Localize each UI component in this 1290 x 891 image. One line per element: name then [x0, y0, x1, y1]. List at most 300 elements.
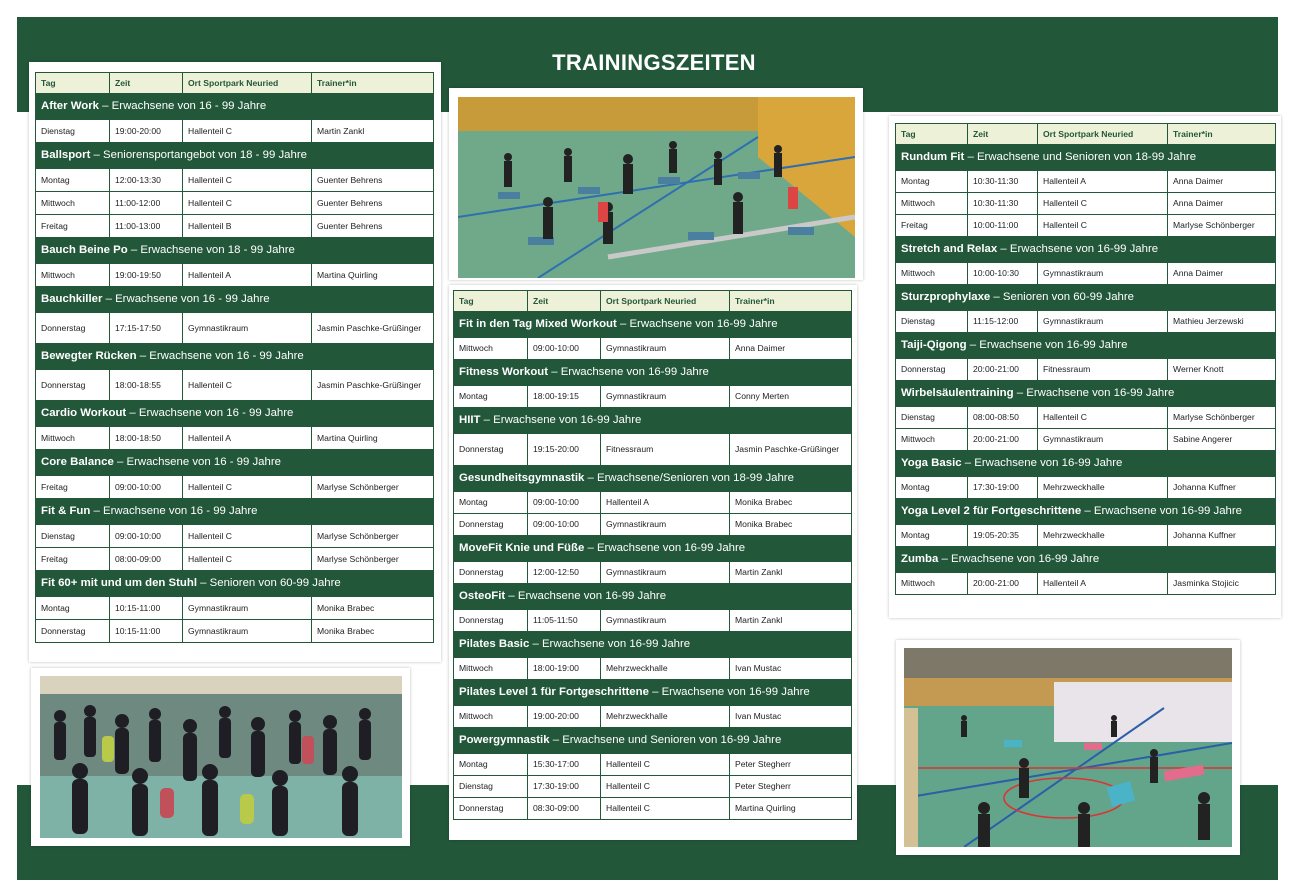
table-row	[36, 370, 434, 401]
cell-tag: Donnerstag	[36, 313, 110, 344]
course-audience: – Senioren von 60-99 Jahre	[197, 577, 341, 590]
cell-ort: Hallenteil A	[601, 492, 730, 514]
cell-tag: Donnerstag	[454, 434, 528, 466]
cell-trainer: Martin Zankl	[730, 610, 852, 632]
cell-ort: Mehrzweckhalle	[1038, 477, 1168, 499]
cell-ort: Hallenteil A	[183, 264, 312, 287]
cell-tag: Dienstag	[896, 407, 968, 429]
course-section-taiji-qigong	[896, 333, 1276, 359]
column-header-zeit: Zeit	[968, 124, 1038, 145]
course-name: Gesundheitsgymnastik	[459, 472, 585, 485]
cell-trainer: Conny Merten	[730, 386, 852, 408]
cell-ort: Hallenteil C	[183, 525, 312, 548]
schedule-table-left	[35, 72, 434, 643]
cell-zeit: 09:00-10:00	[110, 525, 183, 548]
cell-tag: Montag	[36, 597, 110, 620]
cell-trainer: Monika Brabec	[312, 597, 434, 620]
cell-zeit: 10:00-10:30	[968, 263, 1038, 285]
course-audience: – Erwachsene von 16-99 Jahre	[584, 542, 746, 555]
cell-tag: Donnerstag	[454, 610, 528, 632]
course-title	[896, 547, 1276, 573]
cell-trainer: Peter Stegherr	[730, 776, 852, 798]
cell-zeit: 09:00-10:00	[528, 492, 601, 514]
course-name: Cardio Workout	[41, 407, 127, 420]
course-name: Fit & Fun	[41, 505, 91, 518]
course-name: OsteoFit	[459, 590, 506, 603]
cell-zeit: 09:00-10:00	[110, 476, 183, 499]
course-name: Taiji-Qigong	[901, 339, 967, 352]
course-section-core-balance	[36, 450, 434, 476]
course-audience: – Erwachsene von 16-99 Jahre	[616, 318, 778, 331]
cell-trainer: Guenter Behrens	[312, 192, 434, 215]
course-audience: – Erwachsene von 16 - 99 Jahre	[102, 293, 270, 306]
table-row	[454, 386, 852, 408]
course-name: HIIT	[459, 414, 481, 427]
table-row	[36, 192, 434, 215]
table-row	[454, 798, 852, 820]
cell-trainer: Martina Quirling	[730, 798, 852, 820]
cell-trainer: Peter Stegherr	[730, 754, 852, 776]
page-title: TRAININGSZEITEN	[552, 50, 756, 75]
course-audience: – Senioren von 60-99 Jahre	[990, 291, 1134, 304]
course-section-sturzprophylaxe	[896, 285, 1276, 311]
course-title	[896, 451, 1276, 477]
cell-zeit: 19:00-20:00	[110, 120, 183, 143]
cell-ort: Hallenteil C	[601, 754, 730, 776]
course-name: Fit 60+ mit und um den Stuhl	[41, 577, 197, 590]
table-row	[896, 525, 1276, 547]
course-name: After Work	[41, 100, 100, 113]
course-section-wirbels-ulentraining	[896, 381, 1276, 407]
table-row	[36, 597, 434, 620]
cell-trainer: Marlyse Schönberger	[1168, 215, 1276, 237]
cell-zeit: 10:15-11:00	[110, 620, 183, 643]
column-header-trainer: Trainer*in	[312, 73, 434, 94]
cell-trainer: Mathieu Jerzewski	[1168, 311, 1276, 333]
table-row	[36, 476, 434, 499]
course-title	[36, 143, 434, 169]
course-audience: – Erwachsene von 16-99 Jahre	[961, 457, 1123, 470]
course-section-bauchkiller	[36, 287, 434, 313]
cell-zeit: 10:30-11:30	[968, 193, 1038, 215]
course-audience: – Erwachsene von 16 - 99 Jahre	[113, 456, 281, 469]
cell-ort: Hallenteil C	[601, 776, 730, 798]
column-header-ort: Ort Sportpark Neuried	[1038, 124, 1168, 145]
course-section-osteofit	[454, 584, 852, 610]
cell-ort: Mehrzweckhalle	[601, 706, 730, 728]
course-title	[36, 401, 434, 427]
cell-zeit: 20:00-21:00	[968, 359, 1038, 381]
cell-ort: Fitnessraum	[1038, 359, 1168, 381]
cell-zeit: 08:00-09:00	[110, 548, 183, 571]
cell-zeit: 09:00-10:00	[528, 514, 601, 536]
course-audience: – Erwachsene und Senioren von 16-99 Jahre	[549, 734, 782, 747]
cell-zeit: 08:30-09:00	[528, 798, 601, 820]
cell-trainer: Jasminka Stojicic	[1168, 573, 1276, 595]
course-audience: – Erwachsene von 16 - 99 Jahre	[136, 350, 304, 363]
course-title	[454, 360, 852, 386]
table-row	[896, 263, 1276, 285]
course-title	[454, 680, 852, 706]
cell-ort: Gymnastikraum	[601, 610, 730, 632]
gym-hall-photo	[458, 97, 855, 278]
schedule-table-middle	[453, 290, 852, 820]
cell-zeit: 10:00-11:00	[968, 215, 1038, 237]
table-row	[896, 311, 1276, 333]
cell-ort: Gymnastikraum	[601, 386, 730, 408]
cell-zeit: 11:15-12:00	[968, 311, 1038, 333]
course-name: Ballsport	[41, 149, 91, 162]
cell-ort: Hallenteil C	[183, 192, 312, 215]
cell-zeit: 15:30-17:00	[528, 754, 601, 776]
table-row	[896, 193, 1276, 215]
table-row	[454, 754, 852, 776]
cell-zeit: 12:00-13:30	[110, 169, 183, 192]
cell-trainer: Johanna Kuffner	[1168, 477, 1276, 499]
column-header-zeit: Zeit	[110, 73, 183, 94]
cell-tag: Donnerstag	[454, 514, 528, 536]
cell-tag: Mittwoch	[896, 263, 968, 285]
cell-zeit: 17:30-19:00	[968, 477, 1038, 499]
cell-zeit: 20:00-21:00	[968, 573, 1038, 595]
table-row	[896, 477, 1276, 499]
course-section-yoga-basic	[896, 451, 1276, 477]
sports-hall-photo	[904, 648, 1232, 847]
cell-tag: Montag	[454, 386, 528, 408]
course-audience: – Erwachsene von 16-99 Jahre	[648, 686, 810, 699]
course-name: Fitness Workout	[459, 366, 549, 379]
table-row	[896, 407, 1276, 429]
cell-trainer: Marlyse Schönberger	[312, 525, 434, 548]
cell-trainer: Johanna Kuffner	[1168, 525, 1276, 547]
table-row	[454, 610, 852, 632]
table-row	[896, 429, 1276, 451]
cell-trainer: Ivan Mustac	[730, 706, 852, 728]
cell-zeit: 19:05-20:35	[968, 525, 1038, 547]
course-section-fit-in-den-tag-mixed-workout	[454, 312, 852, 338]
course-section-ballsport	[36, 143, 434, 169]
course-audience: – Erwachsene von 16-99 Jahre	[997, 243, 1159, 256]
cell-zeit: 19:00-20:00	[528, 706, 601, 728]
course-title	[36, 450, 434, 476]
course-title	[36, 344, 434, 370]
cell-zeit: 12:00-12:50	[528, 562, 601, 584]
cell-zeit: 11:05-11:50	[528, 610, 601, 632]
course-section-after-work	[36, 94, 434, 120]
course-section-powergymnastik	[454, 728, 852, 754]
table-row	[36, 548, 434, 571]
course-name: Fit in den Tag Mixed Workout	[459, 318, 617, 331]
cell-tag: Mittwoch	[454, 706, 528, 728]
table-row	[454, 514, 852, 536]
course-audience: – Erwachsene von 16-99 Jahre	[966, 339, 1128, 352]
cell-ort: Gymnastikraum	[183, 597, 312, 620]
cell-trainer: Martin Zankl	[312, 120, 434, 143]
course-title	[454, 408, 852, 434]
course-title	[454, 728, 852, 754]
cell-tag: Montag	[896, 171, 968, 193]
course-name: Wirbelsäulentraining	[901, 387, 1014, 400]
cell-trainer: Anna Daimer	[1168, 171, 1276, 193]
course-name: Pilates Level 1 für Fortgeschrittene	[459, 686, 649, 699]
cell-zeit: 18:00-19:00	[528, 658, 601, 680]
cell-tag: Mittwoch	[454, 658, 528, 680]
cell-trainer: Guenter Behrens	[312, 215, 434, 238]
column-header-trainer: Trainer*in	[1168, 124, 1276, 145]
table-row	[896, 171, 1276, 193]
course-section-stretch-and-relax	[896, 237, 1276, 263]
cell-trainer: Sabine Angerer	[1168, 429, 1276, 451]
cell-trainer: Werner Knott	[1168, 359, 1276, 381]
course-name: Stretch and Relax	[901, 243, 998, 256]
cell-ort: Hallenteil C	[183, 169, 312, 192]
cell-tag: Donnerstag	[36, 370, 110, 401]
cell-zeit: 18:00-18:50	[110, 427, 183, 450]
table-row	[896, 215, 1276, 237]
column-header-zeit: Zeit	[528, 291, 601, 312]
cell-trainer: Guenter Behrens	[312, 169, 434, 192]
course-section-bewegter-r-cken	[36, 344, 434, 370]
course-title	[896, 499, 1276, 525]
course-audience: – Erwachsene von 16-99 Jahre	[529, 638, 691, 651]
cell-trainer: Jasmin Paschke-Grüßinger	[312, 313, 434, 344]
cell-zeit: 17:30-19:00	[528, 776, 601, 798]
cell-tag: Dienstag	[896, 311, 968, 333]
course-audience: – Erwachsene/Senioren von 18-99 Jahre	[584, 472, 794, 485]
course-name: Rundum Fit	[901, 151, 965, 164]
cell-zeit: 20:00-21:00	[968, 429, 1038, 451]
course-name: Zumba	[901, 553, 939, 566]
course-title	[36, 571, 434, 597]
cell-ort: Gymnastikraum	[1038, 429, 1168, 451]
cell-ort: Gymnastikraum	[601, 562, 730, 584]
course-audience: – Erwachsene von 16-99 Jahre	[938, 553, 1100, 566]
cell-tag: Montag	[454, 492, 528, 514]
cell-tag: Mittwoch	[36, 192, 110, 215]
cell-trainer: Marlyse Schönberger	[312, 476, 434, 499]
cell-tag: Mittwoch	[36, 264, 110, 287]
column-header-tag: Tag	[454, 291, 528, 312]
cell-ort: Gymnastikraum	[1038, 311, 1168, 333]
course-audience: – Erwachsene von 16 - 99 Jahre	[126, 407, 294, 420]
course-audience: – Erwachsene von 16-99 Jahre	[505, 590, 667, 603]
course-audience: – Erwachsene von 16-99 Jahre	[1013, 387, 1175, 400]
cell-zeit: 10:15-11:00	[110, 597, 183, 620]
course-title	[454, 632, 852, 658]
cell-ort: Mehrzweckhalle	[601, 658, 730, 680]
course-section-movefit-knie-und-f-e	[454, 536, 852, 562]
cell-trainer: Martina Quirling	[312, 264, 434, 287]
cell-zeit: 19:15-20:00	[528, 434, 601, 466]
cell-ort: Gymnastikraum	[601, 514, 730, 536]
cell-ort: Hallenteil C	[183, 370, 312, 401]
table-row	[896, 359, 1276, 381]
cell-trainer: Monika Brabec	[312, 620, 434, 643]
table-row	[454, 776, 852, 798]
cell-zeit: 19:00-19:50	[110, 264, 183, 287]
course-title	[454, 536, 852, 562]
cell-tag: Mittwoch	[36, 427, 110, 450]
course-name: Bauchkiller	[41, 293, 103, 306]
cell-trainer: Jasmin Paschke-Grüßinger	[312, 370, 434, 401]
cell-trainer: Monika Brabec	[730, 492, 852, 514]
course-audience: – Erwachsene von 16 - 99 Jahre	[90, 505, 258, 518]
cell-ort: Hallenteil B	[183, 215, 312, 238]
table-header-row	[454, 291, 852, 312]
cell-ort: Hallenteil C	[1038, 407, 1168, 429]
cell-tag: Donnerstag	[896, 359, 968, 381]
course-section-cardio-workout	[36, 401, 434, 427]
cell-ort: Hallenteil A	[183, 427, 312, 450]
zumba-class-photo	[40, 676, 402, 838]
cell-zeit: 17:15-17:50	[110, 313, 183, 344]
cell-tag: Mittwoch	[896, 193, 968, 215]
table-row	[36, 120, 434, 143]
cell-zeit: 18:00-19:15	[528, 386, 601, 408]
course-section-gesundheitsgymnastik	[454, 466, 852, 492]
course-section-fitness-workout	[454, 360, 852, 386]
cell-tag: Mittwoch	[896, 573, 968, 595]
cell-tag: Donnerstag	[454, 798, 528, 820]
cell-ort: Fitnessraum	[601, 434, 730, 466]
table-row	[454, 492, 852, 514]
cell-ort: Hallenteil C	[1038, 193, 1168, 215]
course-name: Core Balance	[41, 456, 114, 469]
table-row	[36, 620, 434, 643]
cell-tag: Freitag	[36, 476, 110, 499]
course-audience: – Seniorensportangebot von 18 - 99 Jahre	[90, 149, 307, 162]
schedule-table-right	[895, 123, 1276, 595]
table-row	[454, 706, 852, 728]
cell-trainer: Martina Quirling	[312, 427, 434, 450]
course-section-hiit	[454, 408, 852, 434]
cell-tag: Montag	[454, 754, 528, 776]
cell-tag: Donnerstag	[36, 620, 110, 643]
table-row	[454, 658, 852, 680]
course-title	[454, 584, 852, 610]
cell-zeit: 10:30-11:30	[968, 171, 1038, 193]
cell-trainer: Martin Zankl	[730, 562, 852, 584]
cell-trainer: Anna Daimer	[1168, 193, 1276, 215]
cell-tag: Montag	[896, 477, 968, 499]
course-section-yoga-level-2-f-r-fortgeschrittene	[896, 499, 1276, 525]
cell-ort: Hallenteil A	[1038, 573, 1168, 595]
course-name: Sturzprophylaxe	[901, 291, 991, 304]
cell-ort: Hallenteil C	[183, 476, 312, 499]
table-row	[36, 215, 434, 238]
cell-zeit: 11:00-12:00	[110, 192, 183, 215]
cell-tag: Freitag	[36, 215, 110, 238]
cell-trainer: Anna Daimer	[730, 338, 852, 360]
table-header-row	[36, 73, 434, 94]
column-header-ort: Ort Sportpark Neuried	[183, 73, 312, 94]
course-title	[36, 499, 434, 525]
column-header-ort: Ort Sportpark Neuried	[601, 291, 730, 312]
column-header-tag: Tag	[36, 73, 110, 94]
cell-trainer: Jasmin Paschke-Grüßinger	[730, 434, 852, 466]
course-title	[36, 287, 434, 313]
course-section-fit-60-mit-und-um-den-stuhl	[36, 571, 434, 597]
course-title	[896, 237, 1276, 263]
table-row	[454, 434, 852, 466]
cell-ort: Gymnastikraum	[183, 313, 312, 344]
cell-tag: Freitag	[896, 215, 968, 237]
cell-ort: Hallenteil C	[183, 120, 312, 143]
course-name: Yoga Level 2 für Fortgeschrittene	[901, 505, 1082, 518]
course-title	[36, 94, 434, 120]
course-name: Bauch Beine Po	[41, 244, 128, 257]
course-section-pilates-level-1-f-r-fortgeschrittene	[454, 680, 852, 706]
cell-trainer: Ivan Mustac	[730, 658, 852, 680]
course-audience: – Erwachsene von 16 - 99 Jahre	[99, 100, 267, 113]
cell-tag: Dienstag	[454, 776, 528, 798]
table-row	[36, 427, 434, 450]
cell-ort: Hallenteil A	[1038, 171, 1168, 193]
course-audience: – Erwachsene von 16-99 Jahre	[480, 414, 642, 427]
course-audience: – Erwachsene und Senioren von 18-99 Jahre	[964, 151, 1197, 164]
cell-tag: Donnerstag	[454, 562, 528, 584]
cell-tag: Dienstag	[36, 525, 110, 548]
course-title	[454, 466, 852, 492]
cell-zeit: 09:00-10:00	[528, 338, 601, 360]
course-section-fit-fun	[36, 499, 434, 525]
course-audience: – Erwachsene von 18 - 99 Jahre	[127, 244, 295, 257]
cell-ort: Gymnastikraum	[183, 620, 312, 643]
cell-tag: Freitag	[36, 548, 110, 571]
cell-trainer: Marlyse Schönberger	[1168, 407, 1276, 429]
cell-trainer: Monika Brabec	[730, 514, 852, 536]
cell-tag: Montag	[36, 169, 110, 192]
table-header-row	[896, 124, 1276, 145]
course-name: Bewegter Rücken	[41, 350, 137, 363]
course-name: Powergymnastik	[459, 734, 550, 747]
cell-tag: Dienstag	[36, 120, 110, 143]
course-section-zumba	[896, 547, 1276, 573]
course-title	[36, 238, 434, 264]
course-name: MoveFit Knie und Füße	[459, 542, 585, 555]
cell-ort: Hallenteil C	[183, 548, 312, 571]
course-title	[896, 285, 1276, 311]
cell-tag: Mittwoch	[896, 429, 968, 451]
column-header-trainer: Trainer*in	[730, 291, 852, 312]
cell-ort: Mehrzweckhalle	[1038, 525, 1168, 547]
cell-trainer: Anna Daimer	[1168, 263, 1276, 285]
table-row	[36, 169, 434, 192]
cell-zeit: 18:00-18:55	[110, 370, 183, 401]
course-section-bauch-beine-po	[36, 238, 434, 264]
column-header-tag: Tag	[896, 124, 968, 145]
cell-ort: Hallenteil C	[1038, 215, 1168, 237]
cell-ort: Hallenteil C	[601, 798, 730, 820]
course-title	[454, 312, 852, 338]
table-row	[454, 562, 852, 584]
cell-tag: Mittwoch	[454, 338, 528, 360]
course-title	[896, 381, 1276, 407]
table-row	[36, 525, 434, 548]
table-row	[896, 573, 1276, 595]
course-audience: – Erwachsene von 16-99 Jahre	[548, 366, 709, 379]
table-row	[36, 264, 434, 287]
cell-trainer: Marlyse Schönberger	[312, 548, 434, 571]
course-name: Pilates Basic	[459, 638, 530, 651]
cell-zeit: 11:00-13:00	[110, 215, 183, 238]
table-row	[454, 338, 852, 360]
course-audience: – Erwachsene von 16-99 Jahre	[1081, 505, 1243, 518]
cell-ort: Gymnastikraum	[601, 338, 730, 360]
cell-tag: Montag	[896, 525, 968, 547]
course-name: Yoga Basic	[901, 457, 962, 470]
course-title	[896, 333, 1276, 359]
